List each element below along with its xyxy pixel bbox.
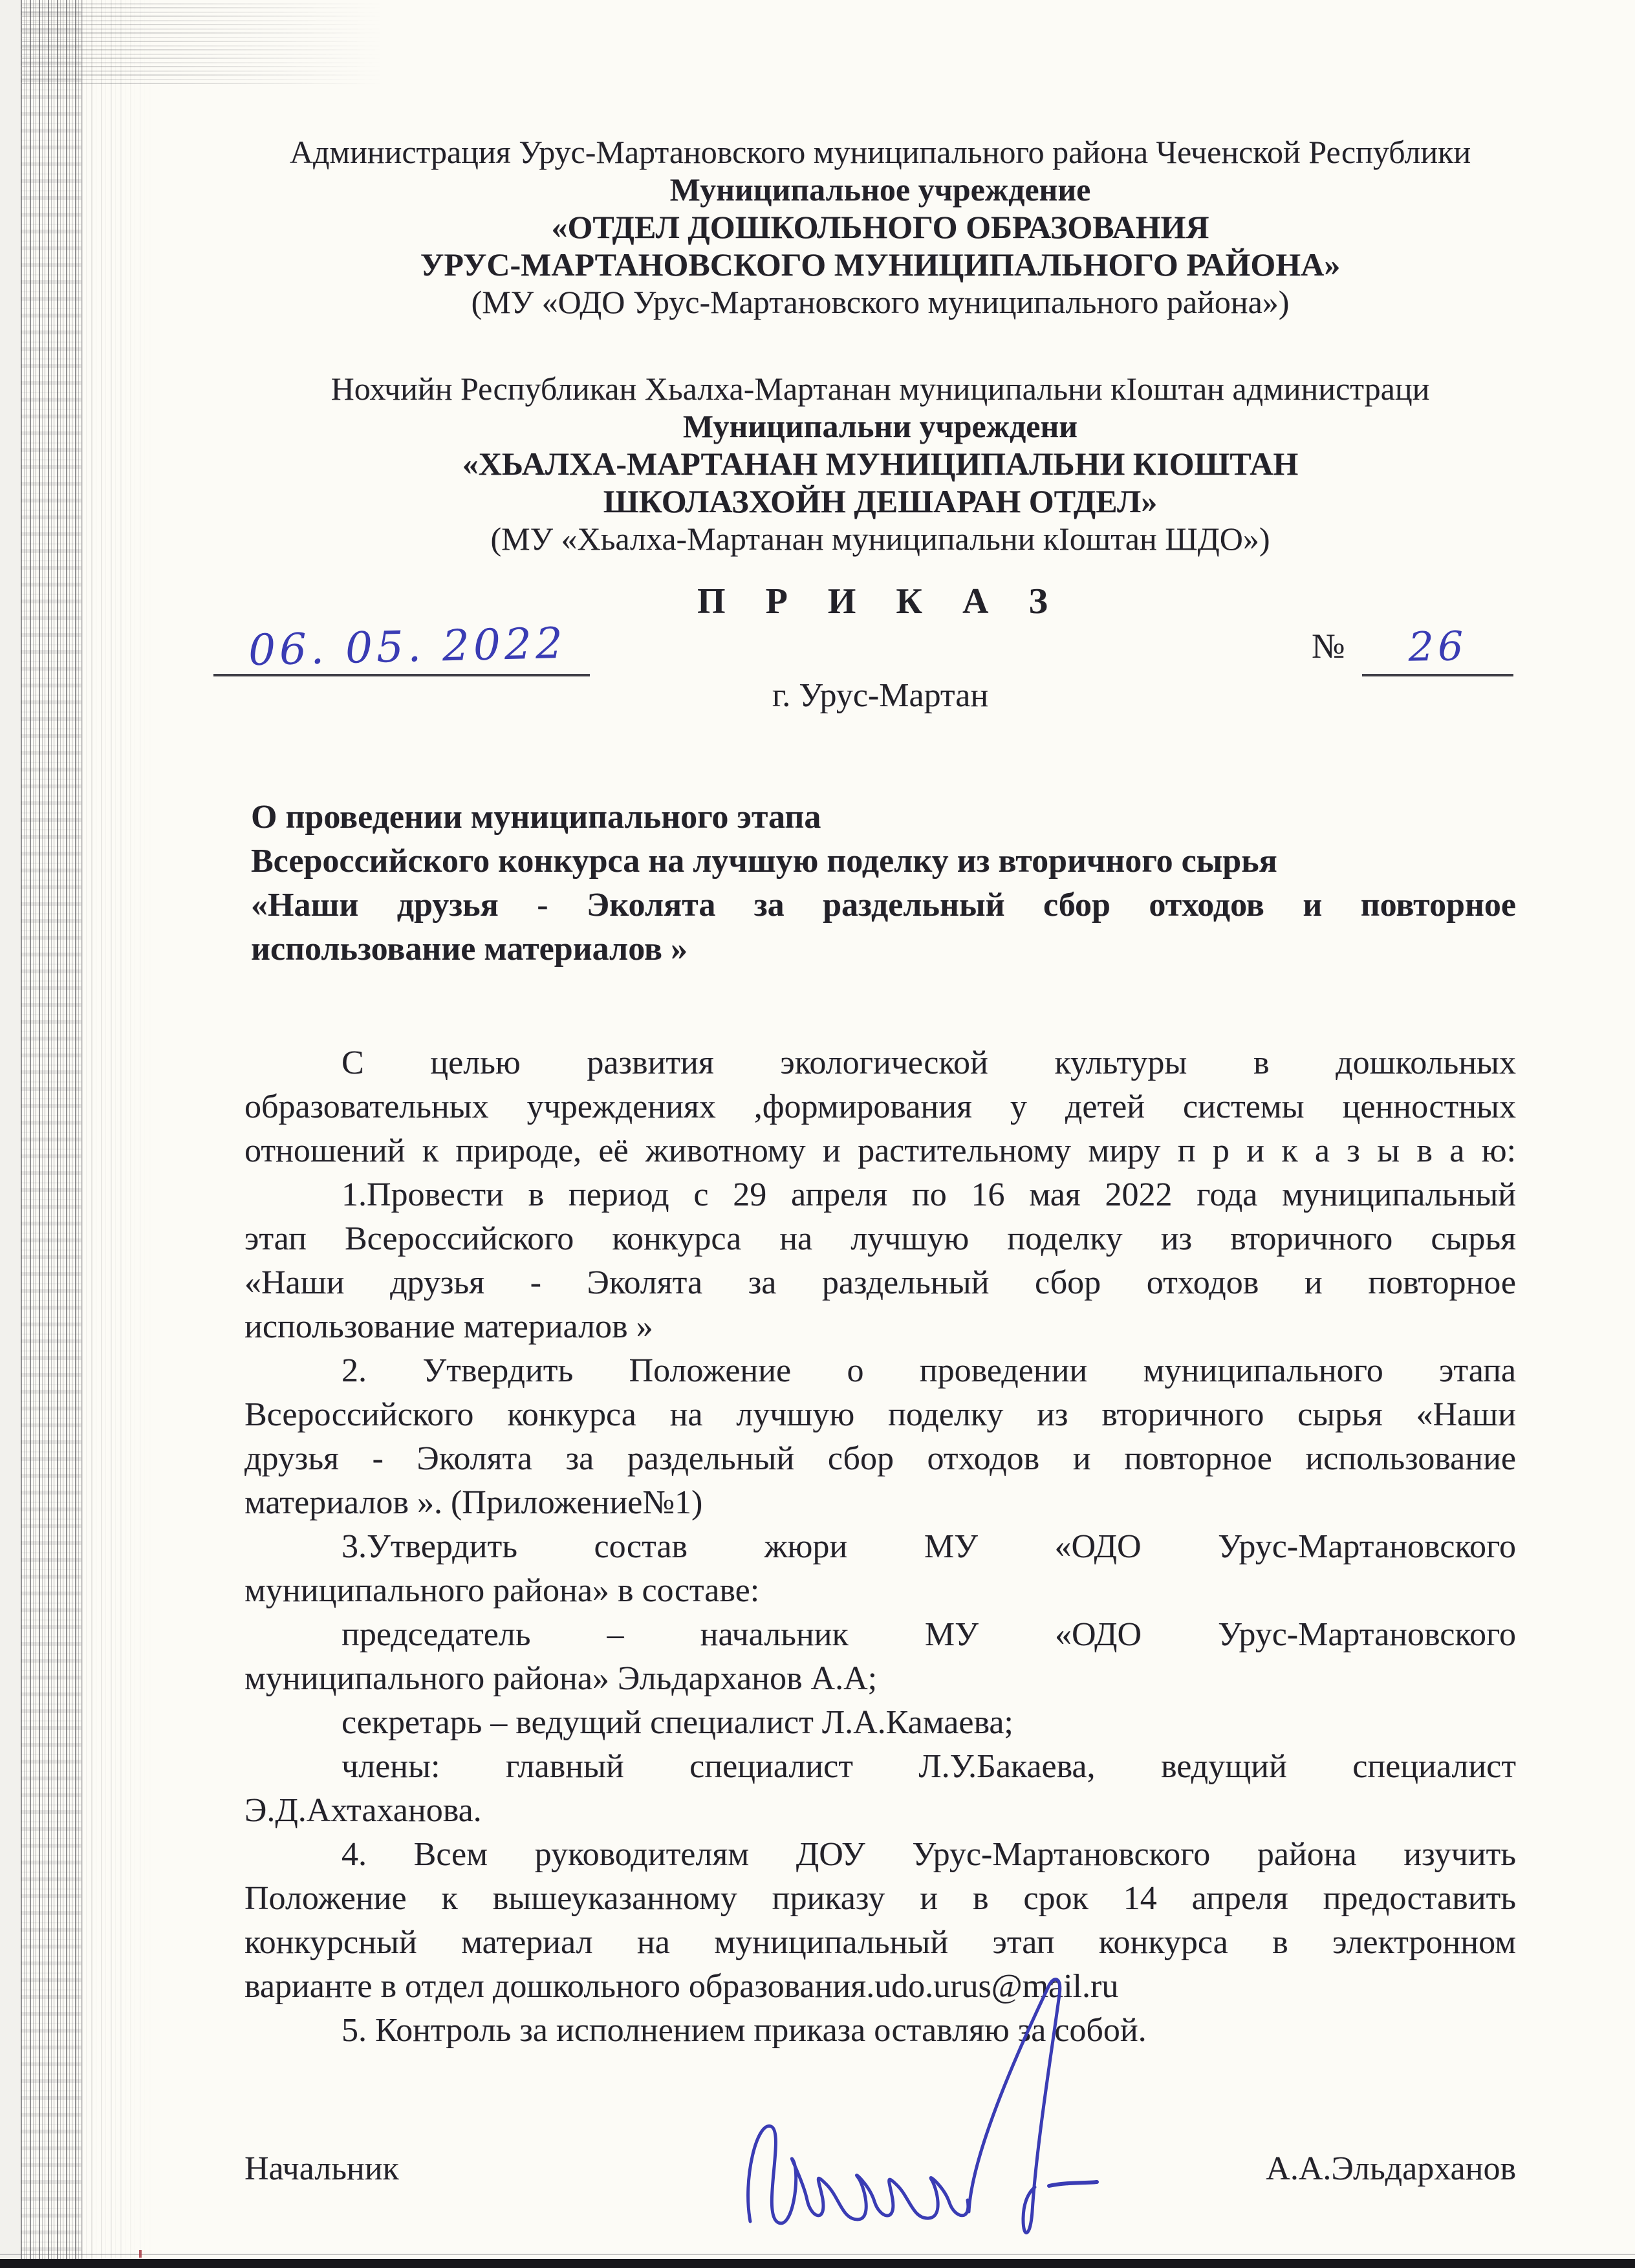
body-line: 5. Контроль за исполнением приказа оставляю за собой.	[341, 2012, 1147, 2049]
body-line: «Наши друзья - Эколята за раздельный сбор отходов и повторное	[244, 1264, 1516, 1301]
number-underline	[1362, 674, 1513, 676]
body-line: 4. Всем руководителям ДОУ Урус-Мартановского района изучить	[341, 1836, 1516, 1873]
header-line: (МУ «ОДО Урус-Мартановского муниципального района»)	[471, 284, 1290, 320]
body-line: материалов ». (Приложение№1)	[244, 1484, 703, 1521]
order-subject	[244, 795, 1516, 971]
header-line: ШКОЛАЗХОЙН ДЕШАРАН ОТДЕЛ»	[603, 483, 1158, 519]
order-body	[244, 1041, 1516, 2053]
header-line: «ХЬАЛХА-МАРТАНАН МУНИЦИПАЛЬНИ КIОШТАН	[462, 446, 1299, 482]
header-chechen	[244, 370, 1516, 557]
order-city: г. Урус-Мартан	[772, 677, 989, 714]
body-line: муниципального района» в составе:	[244, 1572, 760, 1609]
signatory-name: А.А.Эльдарханов	[1266, 2150, 1516, 2187]
header-russian	[244, 133, 1516, 321]
body-line: председатель – начальник МУ «ОДО Урус-Мартановского	[341, 1616, 1516, 1653]
body-line: члены: главный специалист Л.У.Бакаева, ведущий специалист	[341, 1748, 1516, 1785]
body-line: использование материалов »	[244, 1308, 653, 1345]
header-line: Нохчийн Республикан Хьалха-Мартанан муниципальни кIоштан администраци	[330, 371, 1430, 407]
scan-left-margin	[0, 0, 21, 2268]
order-requisites-row	[244, 618, 1516, 676]
date-underline	[213, 674, 590, 676]
header-line: Администрация Урус-Мартановского муниципального района Чеченской Республики	[289, 134, 1471, 170]
body-line: конкурсный материал на муниципальный этап конкурса в электронном	[244, 1924, 1516, 1961]
body-line: варианте в отдел дошкольного образования.udo.urus@mail.ru	[244, 1968, 1119, 2005]
body-line: секретарь – ведущий специалист Л.А.Камаева;	[341, 1704, 1013, 1741]
number-sign: №	[1312, 627, 1345, 665]
handwritten-order-number: 26	[1407, 622, 1468, 671]
order-title: П Р И К А З	[697, 581, 1063, 621]
handwritten-date: 06. 05. 2022	[248, 618, 567, 676]
body-line: Э.Д.Ахтаханова.	[244, 1792, 482, 1829]
body-line: Положение к вышеуказанному приказу и в срок 14 апреля предоставить	[244, 1880, 1516, 1917]
document-content	[244, 0, 1516, 2191]
scan-edge-noise-faint	[81, 0, 153, 2268]
body-line: отношений к природе, её животному и растительному миру п р и к а з ы в а ю:	[244, 1132, 1516, 1169]
body-line: 1.Провести в период с 29 апреля по 16 мая 2022 года муниципальный	[341, 1176, 1516, 1213]
scan-edge-noise-band	[21, 0, 81, 2268]
body-line: 3.Утвердить состав жюри МУ «ОДО Урус-Мартановского	[341, 1528, 1516, 1565]
body-line: этап Всероссийского конкурса на лучшую поделку из вторичного сырья	[244, 1220, 1516, 1257]
subject-line: «Наши друзья - Эколята за раздельный сбор отходов и повторное	[251, 887, 1516, 923]
scan-bottom-faint-line	[0, 2254, 1635, 2255]
body-line: муниципального района» Эльдарханов А.А;	[244, 1660, 878, 1697]
subject-line: О проведении муниципального этапа	[251, 799, 821, 836]
subject-line: Всероссийского конкурса на лучшую поделку из вторичного сырья	[251, 843, 1277, 880]
scan-bottom-edge	[0, 2259, 1635, 2268]
handwritten-signature-icon	[731, 1966, 1145, 2244]
header-line: (МУ «Хьалха-Мартанан муниципальни кIоштан ШДО»)	[490, 521, 1270, 557]
body-line: друзья - Эколята за раздельный сбор отходов и повторное использование	[244, 1440, 1516, 1477]
header-line: УРУС-МАРТАНОВСКОГО МУНИЦИПАЛЬНОГО РАЙОНА»	[420, 246, 1341, 283]
subject-line: использование материалов »	[251, 931, 688, 967]
body-line: образовательных учреждениях ,формирования у детей системы ценностных	[244, 1088, 1516, 1125]
header-line: Муниципальное учреждение	[669, 171, 1091, 208]
body-line: Всероссийского конкурса на лучшую поделку из вторичного сырья «Наши	[244, 1396, 1516, 1433]
body-line: С целью развития экологической культуры в дошкольных	[341, 1044, 1516, 1081]
scan-red-speck	[139, 2250, 142, 2258]
header-line: Муниципальни учреждени	[682, 408, 1078, 444]
header-line: «ОТДЕЛ ДОШКОЛЬНОГО ОБРАЗОВАНИЯ	[551, 209, 1209, 245]
body-line: 2. Утвердить Положение о проведении муниципального этапа	[341, 1352, 1516, 1389]
signatory-position: Начальник	[244, 2150, 399, 2187]
